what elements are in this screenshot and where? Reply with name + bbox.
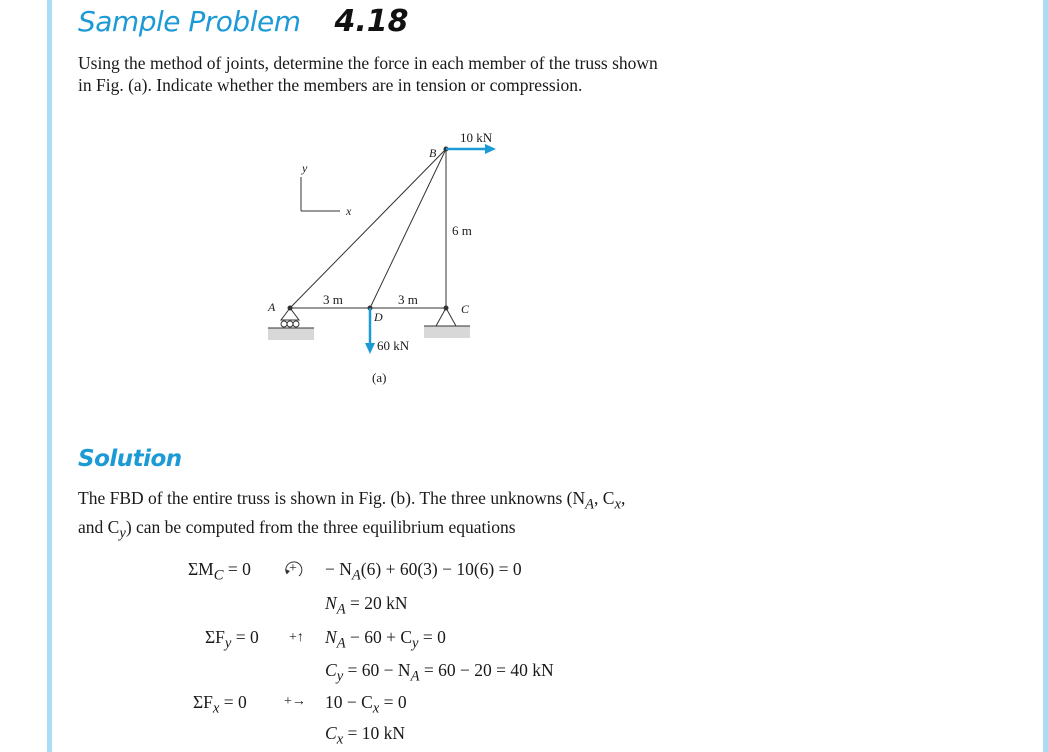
fy-result-sub2: A — [410, 668, 420, 685]
load-10kn-arrow — [446, 144, 496, 154]
fy-equation-label — [205, 627, 259, 653]
fy-eq1-var: N — [325, 627, 337, 647]
fy-result-mid: = 60 − N — [343, 660, 411, 680]
load-60kn-label: 60 kN — [377, 338, 410, 353]
problem-statement-line-1: Using the method of joints, determine the force in each member of the truss shown — [78, 53, 658, 73]
moment-eq1-rest: (6) + 60(3) − 10(6) = 0 — [360, 559, 522, 579]
subscript-y: y — [119, 525, 126, 541]
subscript-a: A — [585, 496, 595, 513]
moment-result-var: N — [325, 593, 337, 613]
joint-c — [444, 306, 449, 311]
fx-result — [325, 723, 405, 749]
member-ab — [290, 149, 446, 308]
fy-result-rest: = 60 − 20 = 40 kN — [419, 660, 554, 680]
joint-c-label: C — [461, 302, 470, 316]
coordinate-axes — [301, 177, 340, 211]
problem-number: 4.18 — [334, 4, 409, 39]
fy-eq-zero: = 0 — [231, 627, 259, 647]
solution-line-1-end: , — [620, 488, 626, 508]
fy-sub: y — [224, 635, 232, 652]
joint-d-label: D — [374, 310, 383, 324]
height-dimension-label: 6 m — [452, 223, 472, 238]
fx-eq1-rest: = 0 — [379, 692, 407, 712]
moment-eq-zero: = 0 — [223, 559, 251, 579]
truss-figure — [258, 126, 518, 396]
fy-eq1-rest1: − 60 + C — [345, 627, 413, 647]
fx-eq-zero: = 0 — [219, 692, 247, 712]
fx-sigma: ΣF — [193, 692, 213, 712]
fy-result — [325, 660, 554, 686]
fx-eq1-sub: x — [372, 700, 380, 717]
fx-sign: +→ — [284, 694, 306, 709]
fy-result-sub: y — [336, 668, 344, 685]
moment-sign: + — [289, 561, 297, 576]
fx-sub: x — [212, 700, 220, 717]
fx-equation — [325, 692, 407, 718]
fx-eq1-text: 10 − C — [325, 692, 373, 712]
solution-line-2-end: ) can be computed from the three equilibrium equations — [125, 516, 516, 537]
fy-result-var: C — [325, 660, 337, 680]
moment-result — [325, 593, 407, 619]
joint-b-label: B — [429, 146, 437, 160]
moment-result-sub: A — [336, 601, 346, 618]
axis-x-label: x — [346, 204, 352, 218]
solution-line-2-start: and C — [78, 516, 120, 537]
moment-result-rest: = 20 kN — [345, 593, 408, 613]
problem-statement — [78, 52, 718, 96]
joint-a-label: A — [268, 300, 276, 314]
right-margin-rule — [1043, 0, 1048, 752]
moment-eq1-text: − N — [325, 559, 352, 579]
moment-equation — [325, 559, 522, 585]
solution-heading: Solution — [78, 446, 182, 472]
problem-heading — [78, 4, 409, 39]
solution-line-1-mid: , C — [594, 488, 615, 508]
fy-sigma: ΣF — [205, 627, 225, 647]
left-margin-rule — [47, 0, 52, 752]
span-right-label: 3 m — [398, 292, 418, 307]
subscript-x: x — [614, 496, 621, 513]
fx-result-sub: x — [336, 731, 344, 748]
fy-equation — [325, 627, 446, 653]
solution-text — [78, 487, 718, 544]
solution-line-2 — [78, 516, 718, 545]
solution-line-1 — [78, 487, 718, 516]
fy-sign: +↑ — [289, 630, 304, 645]
figure-caption: (a) — [372, 370, 387, 385]
fx-result-rest: = 10 kN — [343, 723, 406, 743]
load-10kn-label: 10 kN — [460, 130, 493, 145]
fy-eq1-sub: A — [336, 635, 346, 652]
joint-a — [288, 306, 293, 311]
fx-equation-label — [193, 692, 247, 718]
problem-title: Sample Problem — [78, 5, 301, 38]
span-left-label: 3 m — [323, 292, 343, 307]
member-bd — [370, 149, 446, 308]
moment-sub: C — [213, 567, 224, 584]
fy-eq1-rest2: = 0 — [418, 627, 446, 647]
solution-line-1-text: The FBD of the entire truss is shown in Fig. (b). The three unknowns (N — [78, 488, 586, 508]
fy-eq1-sub2: y — [412, 635, 419, 652]
fx-result-var: C — [325, 723, 337, 743]
moment-sigma: ΣM — [188, 559, 214, 579]
moment-equation-label — [188, 559, 251, 585]
problem-statement-line-2: in Fig. (a). Indicate whether the members are in tension or compression. — [78, 75, 583, 95]
axis-y-label: y — [302, 161, 308, 175]
moment-eq1-sub: A — [351, 567, 361, 584]
